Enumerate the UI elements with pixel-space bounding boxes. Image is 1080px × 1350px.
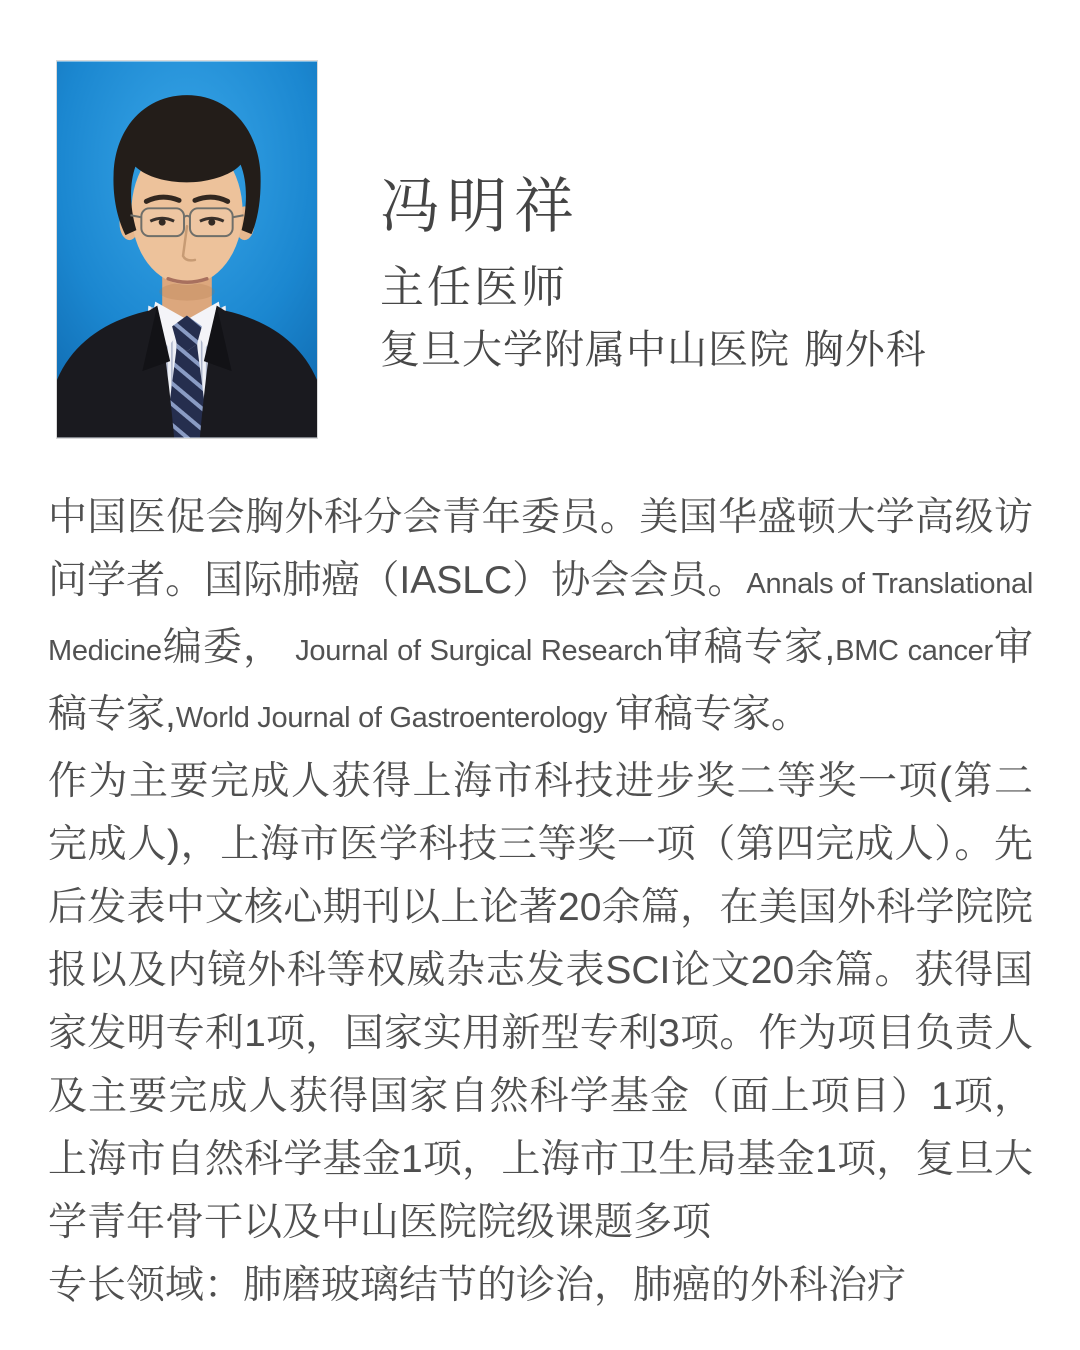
name-block [380, 172, 927, 374]
bio-text-segment-zh: 审稿专家。 [614, 693, 810, 736]
bio-paragraph-specialty [48, 1254, 1033, 1317]
bio-text-segment-zh: 审稿专家, [662, 626, 836, 669]
bio-text-segment-zh: 中国医促会胸外科分会青年委员。美国华盛顿大学高级访问学者。国际肺癌（IASLC）协会会员。 [48, 496, 1033, 602]
doctor-name: 冯明祥 [380, 172, 581, 242]
portrait-photo [56, 60, 318, 439]
bio-text-segment-zh: 专长领域：肺磨玻璃结节的诊治，肺癌的外科治疗 [48, 1264, 907, 1307]
bio-text-segment-en: BMC cancer [835, 635, 993, 667]
bio-text-segment-en: Annals of Translational Medicine [48, 568, 1034, 667]
bio-text-segment-en: World Journal of Gastroenterology [175, 702, 615, 734]
bio-text-segment-zh: 作为主要完成人获得上海市科技进步奖二等奖一项(第二完成人)，上海市医学科技三等奖一项（第四完成人）。先后发表中文核心期刊以上论著20余篇，在美国外科学院院报以及内镜外科等权威杂志发表SCI论文20余篇。获得国家发明专利1项，国家实用新型专利3项。作为项目负责人及主要完成人获得国家自然科学基金（面上项目）1项，上海市自然科学基金1项，上海市卫生局基金1项，复旦大学青年骨干以及中山医院院级课题多项 [48, 760, 1033, 1244]
chin-shadow [159, 283, 215, 301]
doctor-affiliation: 复旦大学附属中山医院 胸外科 [380, 327, 927, 373]
portrait-illustration [57, 61, 317, 438]
bio-paragraph-achievements [48, 750, 1033, 1254]
doctor-title: 主任医师 [380, 262, 568, 313]
bio-text-segment-zh: 编委， [161, 626, 296, 669]
bio-section [48, 486, 1033, 1317]
bio-text-segment-zh: 审稿专家, [48, 626, 1033, 736]
bio-paragraph-memberships [48, 486, 1033, 750]
bio-text-segment-en: Journal of Surgical Research [295, 635, 663, 667]
